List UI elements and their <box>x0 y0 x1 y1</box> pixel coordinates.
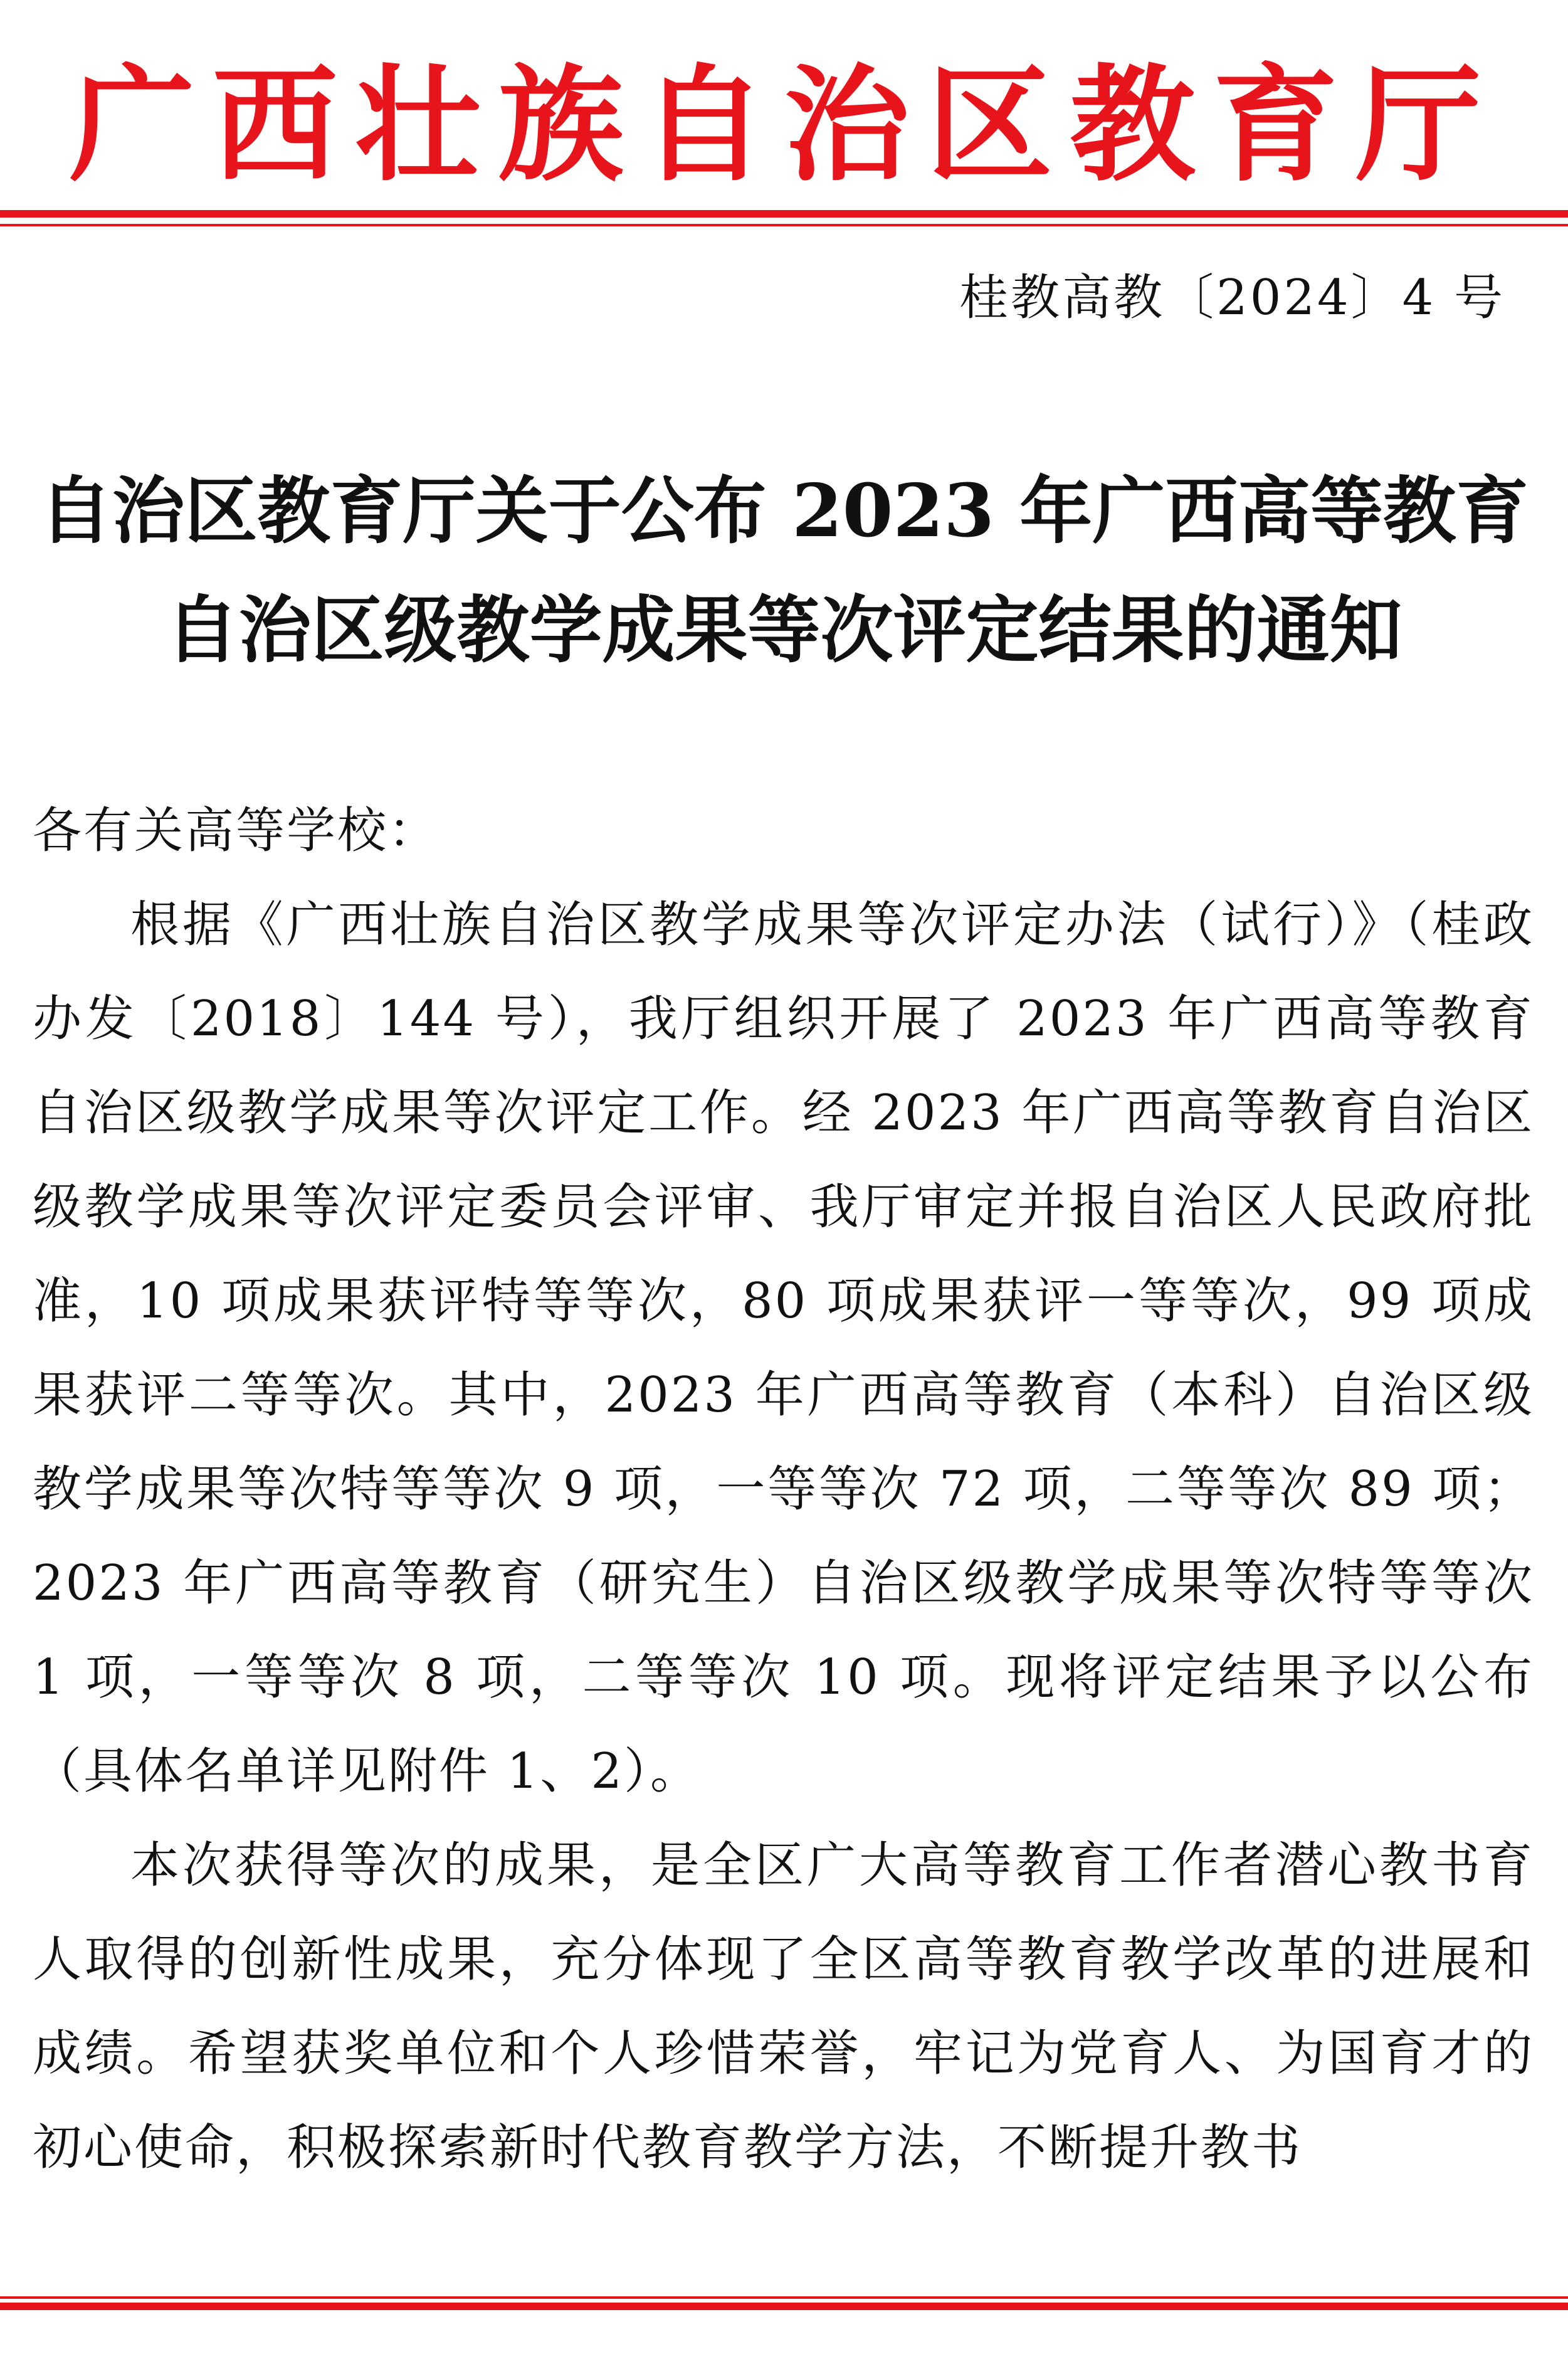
document-number: 桂教高教〔2024〕4 号 <box>959 270 1505 326</box>
title-line-1: 自治区教育厅关于公布 2023 年广西高等教育 <box>39 468 1529 554</box>
masthead-divider-thick <box>0 210 1568 218</box>
document-title <box>38 451 1530 690</box>
footer-divider-thick <box>0 2303 1568 2310</box>
masthead-divider-thin <box>0 224 1568 226</box>
footer-divider-thin <box>0 2296 1568 2299</box>
issuer-masthead: 广西壮族自治区教育厅 <box>69 51 1499 199</box>
body-paragraph-1: 根据《广西壮族自治区教学成果等次评定办法（试行）》（桂政办发〔2018〕144 号），我厅组织开展了 2023 年广西高等教育自治区级教学成果等次评定工作。经 2023 年广西高等教育自治区级教学成果等次评定委员会评审、我厅审定并报自治区人民政府批准，10 项成果获评特等等次，80 项成果获评一等等次，99 项成果获评二等等次。其中，2023 年广西高等教育（本科）自治区级教学成果等次特等等次 9 项，一等等次 72 项，二等等次 89 项；2023 年广西高等教育（研究生）自治区级教学成果等次特等等次 1 项，一等等次 8 项，二等等次 10 项。现将评定结果予以公布（具体名单详见附件 1、2）。 <box>33 897 1534 1800</box>
body-paragraph-2: 本次获得等次的成果，是全区广大高等教育工作者潜心教书育人取得的创新性成果，充分体现了全区高等教育教学改革的进展和成绩。希望获奖单位和个人珍惜荣誉，牢记为党育人、为国育才的初心使命，积极探索新时代教育教学方法，不断提升教书 <box>33 1837 1534 2176</box>
document-body <box>33 784 1534 2195</box>
title-line-2: 自治区级教学成果等次评定结果的通知 <box>166 588 1402 673</box>
salutation: 各有关高等学校： <box>33 803 439 859</box>
